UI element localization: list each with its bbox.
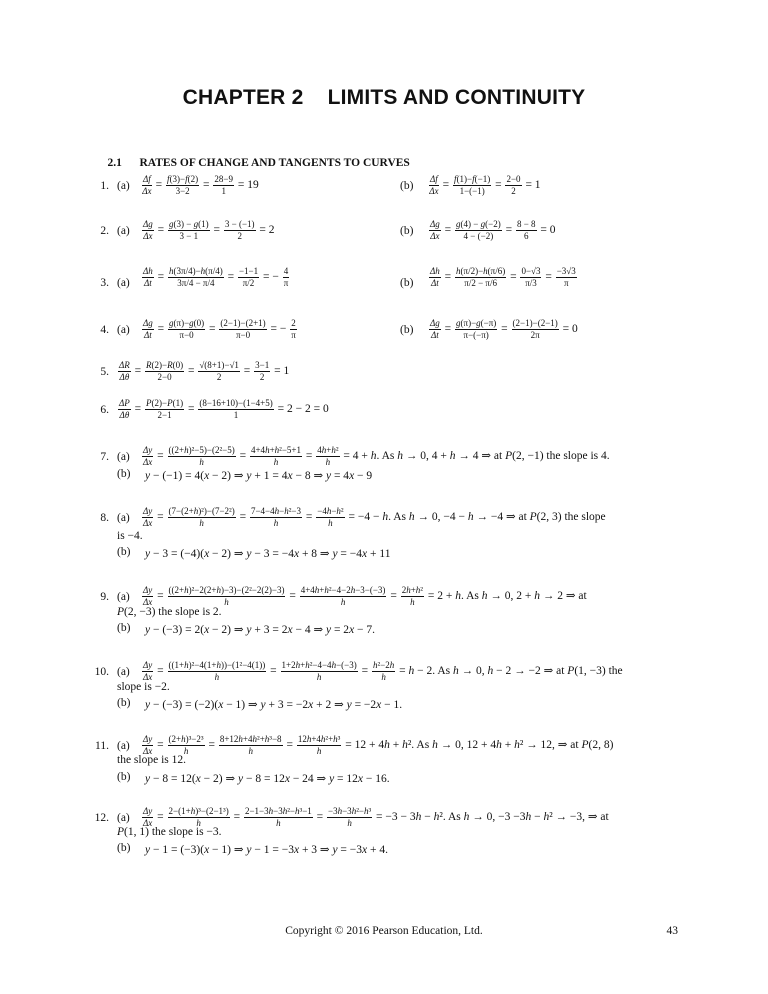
section-number: 2.1: [107, 157, 122, 169]
problem-number: 10.: [94, 666, 109, 678]
page-number: 43: [666, 925, 678, 937]
problem-1a-equation: $\frac{\Delta f}{\Delta x}$ = $\frac{f(3)-f(2)}{3-2}$ = $\frac{28-9}{1}$ = 19: [142, 174, 259, 196]
problem-8a-equation: $\frac{\Delta y}{\Delta x}$ = $\frac{\text{(7−(2+h)²)−(7−2²)}}{h}$ = $\frac{\text{7−4−4h−h²−3}}{h}$ = $\frac{\text{−4h−h²}}{h}$ = −4 − h. As h → 0, −4 − h → −4 ⇒ at P(2, 3) the slope: [143, 506, 606, 528]
problem-9a-continuation: P(2, −3) the slope is 2.: [117, 606, 222, 618]
part-b-label: (b): [400, 225, 414, 237]
problem-8b-equation: y − 3 = (−4)(x − 2) ⇒ y − 3 = −4x + 8 ⇒ y = −4x + 11: [145, 548, 391, 560]
problem-11a-equation: $\frac{\Delta y}{\Delta x}$ = $\frac{\text{(2+h)³−2³}}{h}$ = $\frac{\text{8+12h+4h²+h³−8}}{h}$ = $\frac{\text{12h+4h²+h³}}{h}$ = 12 + 4h + h². As h → 0, 12 + 4h + h² → 12, ⇒ at P(2, 8): [143, 734, 614, 756]
problem-9a-equation: $\frac{\Delta y}{\Delta x}$ = $\frac{\text{((2+h)²−2(2+h)−3)−(2²−2(2)−3)}}{h}$ = $\frac{\text{4+4h+h²−4−2h−3−(−3)}}{h}$ = $\frac{\text{2h+h²}}{h}$ = 2 + h. As h → 0, 2 + h → 2 ⇒ at: [143, 585, 587, 607]
part-a-label: (a): [117, 591, 130, 603]
part-b-label: (b): [117, 546, 131, 558]
part-b-label: (b): [117, 622, 131, 634]
problem-number: 8.: [100, 512, 109, 524]
problem-number: 2.: [100, 225, 109, 237]
part-a-label: (a): [117, 180, 130, 192]
part-b-label: (b): [400, 277, 414, 289]
problem-number: 11.: [95, 740, 109, 752]
problem-12b-equation: y − 1 = (−3)(x − 1) ⇒ y − 1 = −3x + 3 ⇒ y = −3x + 4.: [145, 844, 389, 856]
part-b-label: (b): [117, 697, 131, 709]
problem-10a-equation: $\frac{\Delta y}{\Delta x}$ = $\frac{\text{((1+h)²−4(1+h))−(1²−4(1))}}{h}$ = $\frac{\text{1+2h+h²−4−4h−(−3)}}{h}$ = $\frac{\text{h²−2h}}{h}$ = h − 2. As h → 0, h − 2 → −2 ⇒ at P(1, −3) the: [143, 660, 623, 682]
problem-10b-equation: y − (−3) = (−2)(x − 1) ⇒ y + 3 = −2x + 2 ⇒ y = −2x − 1.: [145, 699, 403, 711]
part-b-label: (b): [400, 180, 414, 192]
part-a-label: (a): [117, 740, 130, 752]
problem-number: 7.: [100, 451, 109, 463]
problem-4a-equation: $\frac{\Delta g}{\Delta t}$ = $\frac{g(\pi)-g(0)}{\pi-0}$ = $\frac{(2-1)-(2+1)}{\pi-0}$ = − $\frac{2}{\pi}$: [143, 318, 296, 340]
problem-9b-equation: y − (−3) = 2(x − 2) ⇒ y + 3 = 2x − 4 ⇒ y = 2x − 7.: [145, 624, 376, 636]
problem-12a-continuation: P(1, 1) the slope is −3.: [117, 826, 222, 838]
problem-7a-equation: $\frac{\Delta y}{\Delta x}$ = $\frac{\text{((2+h)²−5)−(2²−5)}}{h}$ = $\frac{\text{4+4h+h²−5+1}}{h}$ = $\frac{\text{4h+h²}}{h}$ = 4 + h. As h → 0, 4 + h → 4 ⇒ at P(2, −1) the slope is 4.: [143, 445, 610, 467]
problem-3b-equation: $\frac{\Delta h}{\Delta t}$ = $\frac{h(\pi/2)-h(\pi/6)}{\pi/2 - \pi/6}$ = $\frac{0-√3}{\pi/3}$ = $\frac{-3√3}{\pi}$: [430, 266, 576, 288]
problem-number: 3.: [100, 277, 109, 289]
problem-1b-equation: $\frac{\Delta f}{\Delta x}$ = $\frac{f(1)-f(-1)}{1-(-1)}$ = $\frac{2-0}{2}$ = 1: [429, 174, 541, 196]
part-b-label: (b): [400, 324, 414, 336]
problem-5-equation: $\frac{\Delta R}{\Delta\theta}$ = $\frac{R(2)-R(0)}{2-0}$ = $\frac{√(8+1)-√1}{2}$ = $\frac{3-1}{2}$ = 1: [119, 360, 290, 382]
problem-number: 6.: [100, 404, 109, 416]
problem-12a-equation: $\frac{\Delta y}{\Delta x}$ = $\frac{\text{2−(1+h)³−(2−1³)}}{h}$ = $\frac{\text{2−1−3h−3h²−h³−1}}{h}$ = $\frac{\text{−3h−3h²−h³}}{h}$ = −3 − 3h − h². As h → 0, −3 −3h − h² → −3, ⇒ at: [143, 806, 609, 828]
problem-3a-equation: $\frac{\Delta h}{\Delta t}$ = $\frac{h(3\pi/4)-h(\pi/4)}{3\pi/4 - \pi/4}$ = $\frac{-1-1}{\pi/2}$ = − $\frac{4}{\pi}$: [143, 266, 289, 288]
problem-number: 4.: [100, 324, 109, 336]
problem-2b-equation: $\frac{\Delta g}{\Delta x}$ = $\frac{g(4) - g(-2)}{4 - (-2)}$ = $\frac{8 - 8}{6}$ = 0: [430, 219, 556, 241]
part-a-label: (a): [117, 277, 130, 289]
problem-8a-continuation: is −4.: [117, 530, 143, 542]
part-a-label: (a): [117, 812, 130, 824]
part-a-label: (a): [117, 666, 130, 678]
part-a-label: (a): [117, 324, 130, 336]
part-a-label: (a): [117, 451, 130, 463]
problem-2a-equation: $\frac{\Delta g}{\Delta x}$ = $\frac{g(3) - g(1)}{3 - 1}$ = $\frac{3 - (-1)}{2}$ = 2: [143, 219, 275, 241]
problem-11b-equation: y − 8 = 12(x − 2) ⇒ y − 8 = 12x − 24 ⇒ y = 12x − 16.: [145, 773, 390, 785]
problem-number: 5.: [100, 366, 109, 378]
problem-number: 1.: [100, 180, 109, 192]
problem-number: 12.: [94, 812, 109, 824]
problem-7b-equation: y − (−1) = 4(x − 2) ⇒ y + 1 = 4x − 8 ⇒ y = 4x − 9: [145, 470, 373, 482]
part-a-label: (a): [117, 512, 130, 524]
chapter-title: CHAPTER 2 LIMITS AND CONTINUITY: [182, 86, 586, 109]
copyright-footer: Copyright © 2016 Pearson Education, Ltd.: [285, 925, 483, 937]
problem-6-equation: $\frac{\Delta P}{\Delta\theta}$ = $\frac{P(2)-P(1)}{2-1}$ = $\frac{(8-16+10)-(1-4+5)}{1}$ = 2 − 2 = 0: [119, 398, 329, 420]
part-a-label: (a): [117, 225, 130, 237]
part-b-label: (b): [117, 771, 131, 783]
problem-11a-continuation: the slope is 12.: [117, 754, 186, 766]
section-title: RATES OF CHANGE AND TANGENTS TO CURVES: [139, 157, 410, 169]
problem-4b-equation: $\frac{\Delta g}{\Delta t}$ = $\frac{g(\pi)-g(-\pi)}{\pi-(-\pi)}$ = $\frac{(2-1)-(2-1)}{2\pi}$ = 0: [430, 318, 578, 340]
problem-10a-continuation: slope is −2.: [117, 681, 170, 693]
problem-number: 9.: [100, 591, 109, 603]
part-b-label: (b): [117, 468, 131, 480]
part-b-label: (b): [117, 842, 131, 854]
